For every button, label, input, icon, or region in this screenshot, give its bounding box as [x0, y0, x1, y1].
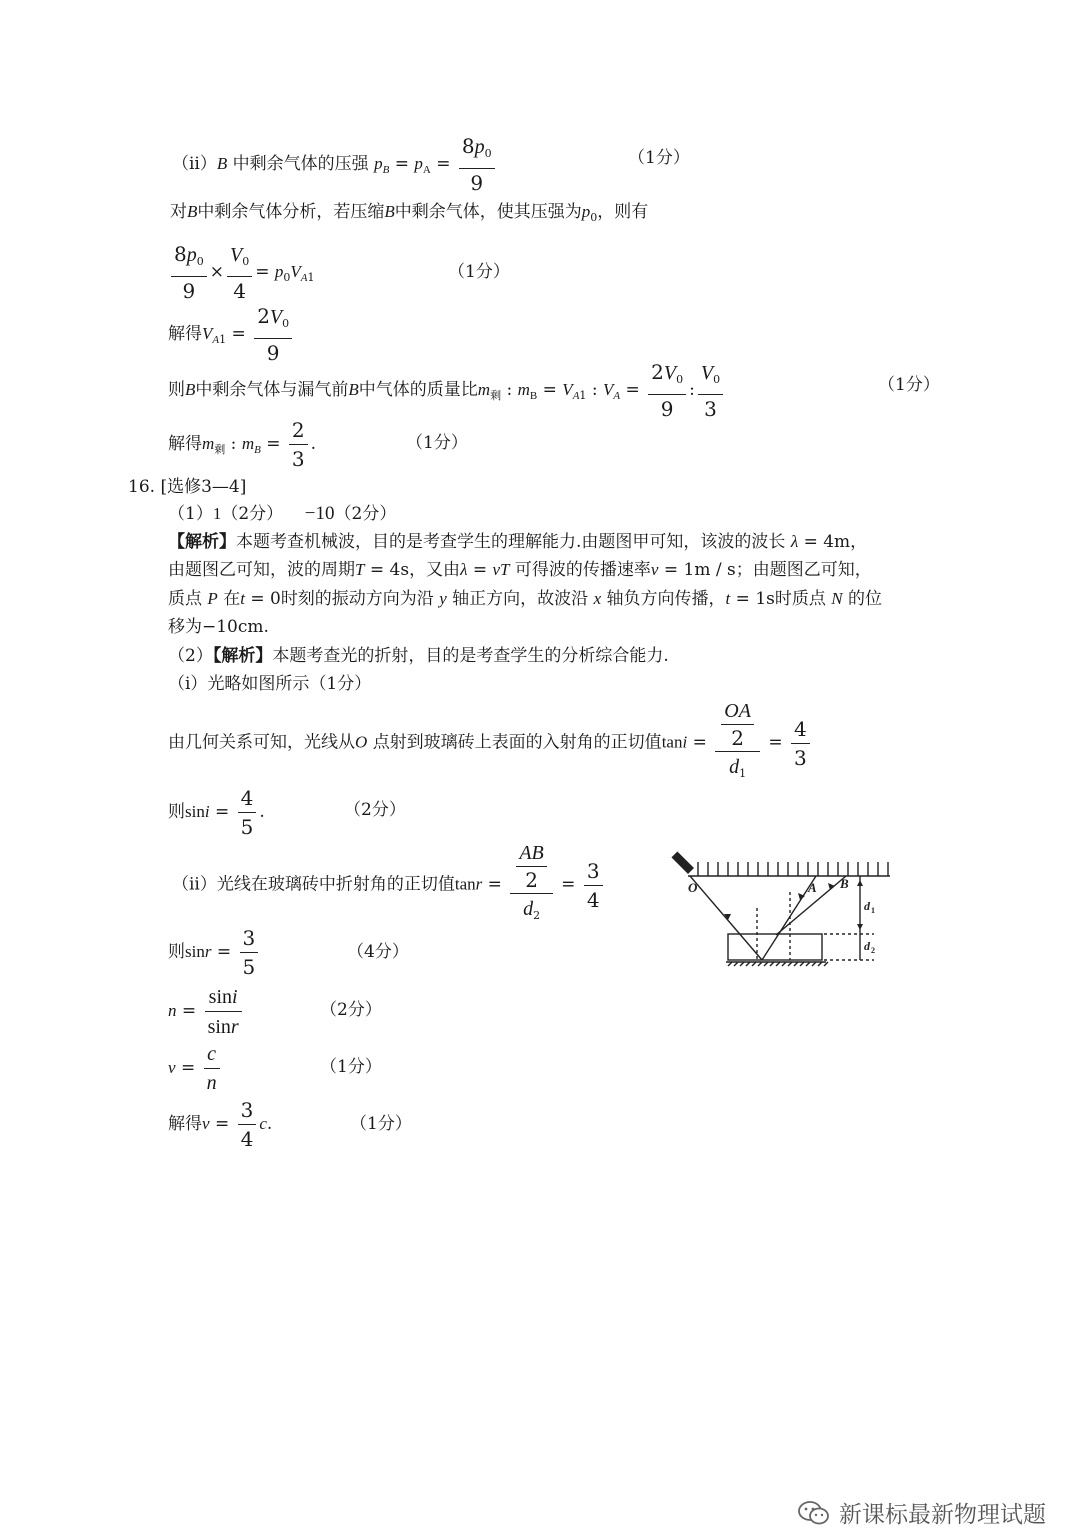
- svg-text:2: 2: [871, 946, 875, 955]
- q16-part1-exp-line1: 【解析】本题考查机械波，目的是考查学生的理解能力.由题图甲可知，该波的波长 λ = 4m，: [168, 532, 868, 552]
- label-d1: d: [864, 899, 870, 913]
- q16-part2-exp: （2）【解析】本题考查光的折射，目的是考查学生的分析综合能力.: [168, 646, 669, 666]
- q16-heading: [128, 475, 246, 499]
- watermark: [797, 1496, 1046, 1529]
- label-b: B: [840, 876, 849, 891]
- label-a: A: [808, 880, 817, 895]
- line-tan-r: （ii）光线在玻璃砖中折射角的正切值tanr = $\frac{\frac{AB}{2}}{d_2}$ = $\frac{3}{4}$: [172, 842, 606, 928]
- label-d2: d: [864, 939, 870, 953]
- score-n: （2分）: [320, 1000, 382, 1020]
- label-o: O: [688, 880, 698, 895]
- score-sin-r: （4分）: [347, 942, 409, 962]
- score-line1: （1分）: [628, 148, 690, 168]
- score-sin-i: （2分）: [344, 800, 406, 820]
- score-v: （1分）: [320, 1057, 382, 1077]
- line-solve-v: 解得v = $\frac{3}{4}$ c.: [168, 1098, 273, 1151]
- score-line5: （1分）: [878, 375, 940, 395]
- q16-title: [选修3—4]: [160, 477, 247, 497]
- line-pressure: （ii）B 中剩余气体的压强 $p_B = p_A$ = $\frac{8p_0}{9}$: [172, 134, 498, 195]
- line-solve-ratio: 解得$m_剩$ : $m_B$ = $\frac{2}{3}$ .: [168, 418, 317, 471]
- q16-part1-exp-line2: 由题图乙可知，波的周期T = 4s，又由λ = vT 可得波的传播速率v = 1m / s；由题图乙可知，: [168, 560, 872, 580]
- line1-text: 中剩余气体的压强: [232, 154, 369, 174]
- q16-part1-exp-line3: 质点 P 在t = 0时刻的振动方向为沿 y 轴正方向，故波沿 x 轴负方向传播，t = 1s时质点 N 的位: [168, 589, 883, 609]
- watermark-text: 新课标最新物理试题: [839, 1502, 1046, 1528]
- wechat-icon: [797, 1499, 831, 1527]
- svg-text:1: 1: [871, 906, 875, 915]
- line-sin-i: 则sini = $\frac{4}{5}$ .: [168, 786, 265, 839]
- line-solve-va1: 解得$V_{A1}$ = $\frac{2V_0}{9}$: [168, 304, 295, 365]
- frac-8p0-9: $\frac{8p_0}{9}$: [459, 134, 495, 195]
- line-tan-i: 由几何关系可知，光线从O 点射到玻璃砖上表面的入射角的正切值tani = $\frac{\frac{OA}{2}}{d_1}$ = $\frac{4}{3}$: [168, 700, 813, 786]
- q16-part1-answer: （1）1（2分） −10（2分）: [168, 503, 397, 524]
- part-ii-label: （ii）: [172, 154, 217, 174]
- line-analysis: 对B中剩余气体分析，若压缩B中剩余气体，使其压强为$p_0$，则有: [170, 202, 649, 224]
- score-solve-v: （1分）: [350, 1114, 412, 1134]
- line-mass-ratio: 则B中剩余气体与漏气前B中气体的质量比$m_剩$ : $m_B = V_{A1}$ : $V_A$ = $\frac{2V_0}{9}$ : $\frac{V_0}{3}$: [168, 360, 726, 421]
- score-line3: （1分）: [448, 262, 510, 282]
- line-n: n = $\frac{\sin i}{\sin r}$: [168, 984, 245, 1039]
- q16-number: 16.: [128, 477, 156, 497]
- line-v: v = $\frac{c}{n}$: [168, 1042, 223, 1095]
- line-sin-r: 则sinr = $\frac{3}{5}$: [168, 926, 261, 979]
- q16-part1-exp-line4: 移为−10cm.: [168, 617, 269, 637]
- q16-part2-i: （i）光略如图所示（1分）: [168, 674, 372, 694]
- line-equation-1: $\frac{8p_0}{9}$ × $\frac{V_0}{4}$ = $p_0V_{A1}$: [168, 242, 314, 303]
- score-line6: （1分）: [406, 433, 468, 453]
- optics-diagram: [668, 848, 898, 972]
